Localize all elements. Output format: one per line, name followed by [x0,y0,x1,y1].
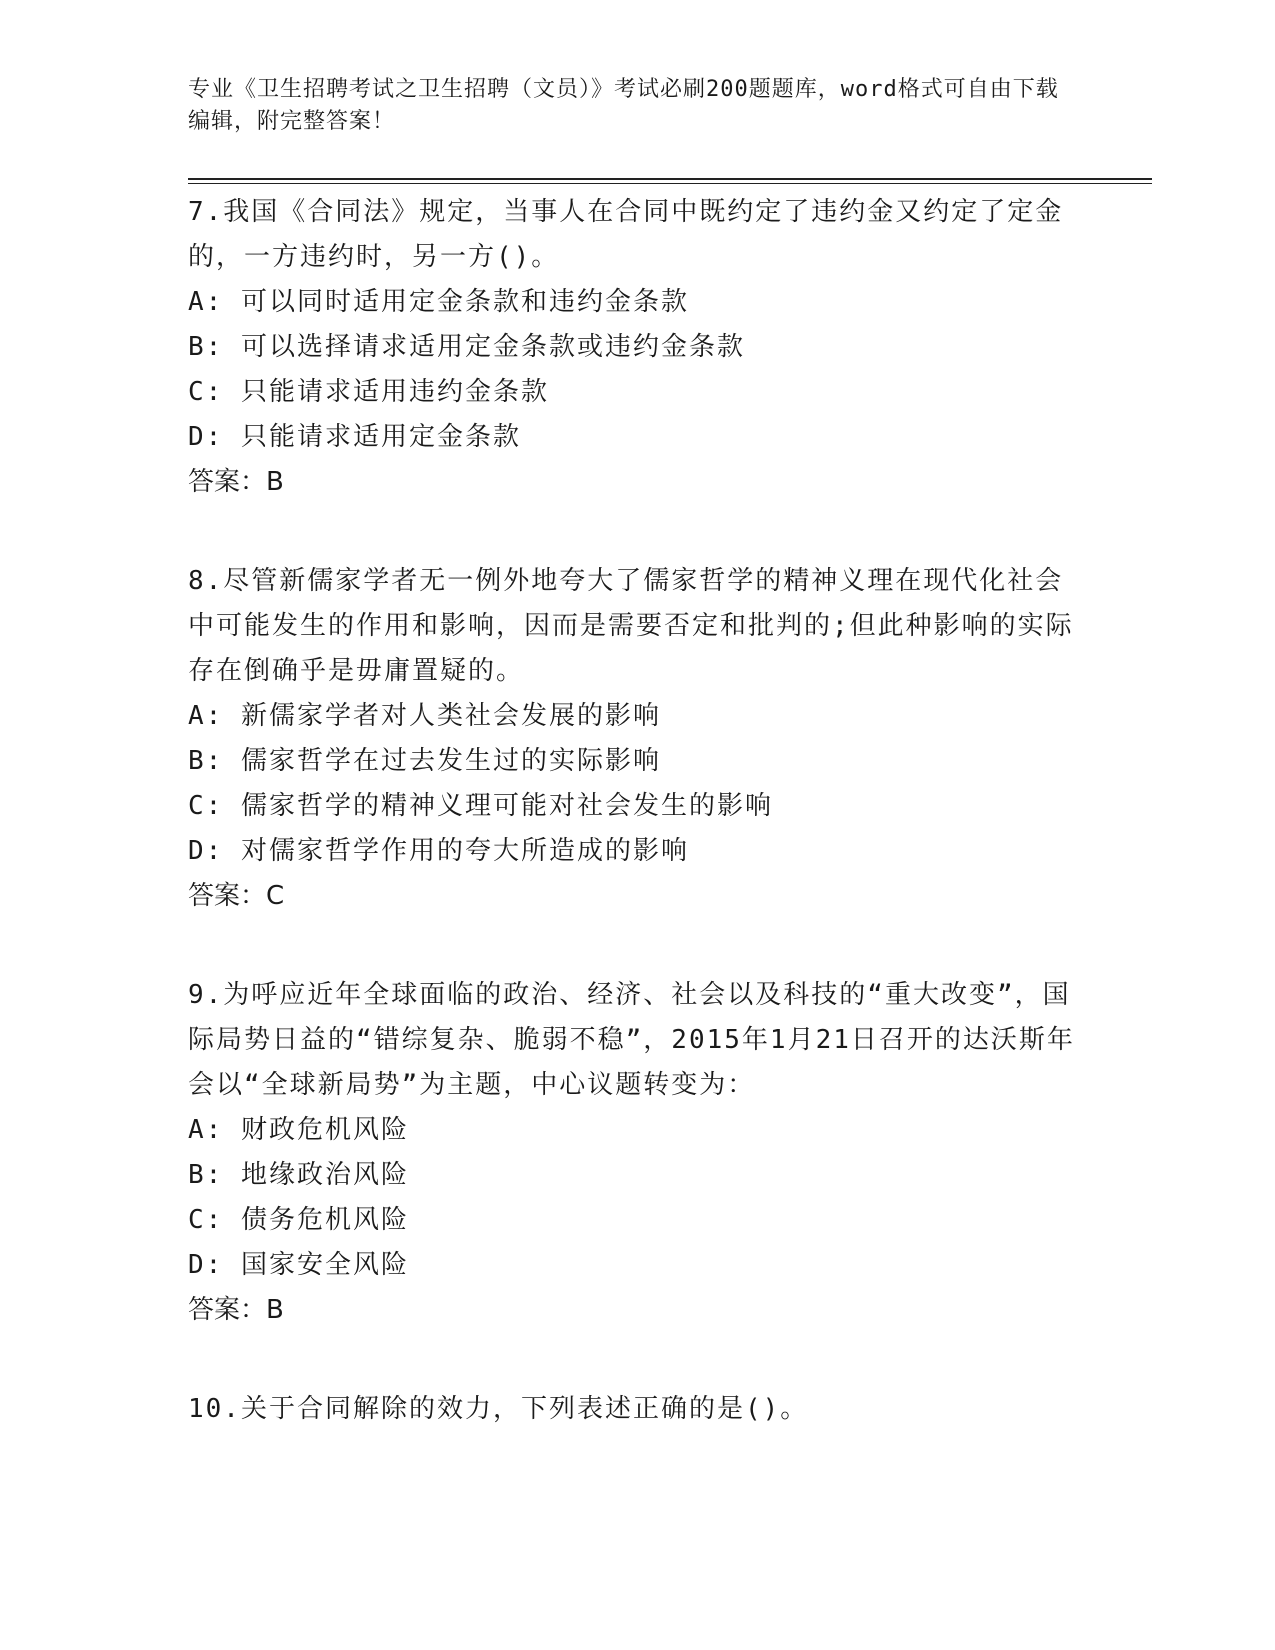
answer-line: 答案：B [188,1295,284,1325]
document-header: 专业《卫生招聘考试之卫生招聘（文员）》考试必刷200题题库，word格式可自由下载编辑，附完整答案！ [188,77,1059,134]
option-a: A: 新儒家学者对人类社会发展的影响 [188,701,661,731]
answer-line: 答案：C [188,881,285,911]
option-a: A: 可以同时适用定金条款和违约金条款 [188,287,689,317]
header-divider-thick [188,178,1152,180]
option-c: C: 债务危机风险 [188,1205,409,1235]
question-text: 9.为呼应近年全球面临的政治、经济、社会以及科技的“重大改变”，国际局势日益的“错综复杂、脆弱不稳”，2015年1月21日召开的达沃斯年会以“全球新局势”为主题，中心议题转变为： [188,980,1075,1100]
option-b: B: 地缘政治风险 [188,1160,409,1190]
question-10 [188,1387,1088,1432]
option-b: B: 可以选择请求适用定金条款或违约金条款 [188,332,745,362]
question-8 [188,559,1088,919]
option-d: D: 国家安全风险 [188,1250,409,1280]
question-text: 10.关于合同解除的效力，下列表述正确的是()。 [188,1394,809,1424]
option-d: D: 对儒家哲学作用的夸大所造成的影响 [188,836,689,866]
option-b: B: 儒家哲学在过去发生过的实际影响 [188,746,661,776]
answer-line: 答案：B [188,467,284,497]
option-c: C: 只能请求适用违约金条款 [188,377,549,407]
option-a: A: 财政危机风险 [188,1115,409,1145]
question-list [188,190,1088,1486]
question-7 [188,190,1088,505]
question-text: 8.尽管新儒家学者无一例外地夸大了儒家哲学的精神义理在现代化社会中可能发生的作用和影响，因而是需要否定和批判的;但此种影响的实际存在倒确乎是毋庸置疑的。 [188,566,1074,686]
header-divider-thin [188,183,1152,184]
question-text: 7.我国《合同法》规定，当事人在合同中既约定了违约金又约定了定金的，一方违约时，另一方()。 [188,197,1064,272]
option-c: C: 儒家哲学的精神义理可能对社会发生的影响 [188,791,773,821]
option-d: D: 只能请求适用定金条款 [188,422,521,452]
question-9 [188,973,1088,1333]
